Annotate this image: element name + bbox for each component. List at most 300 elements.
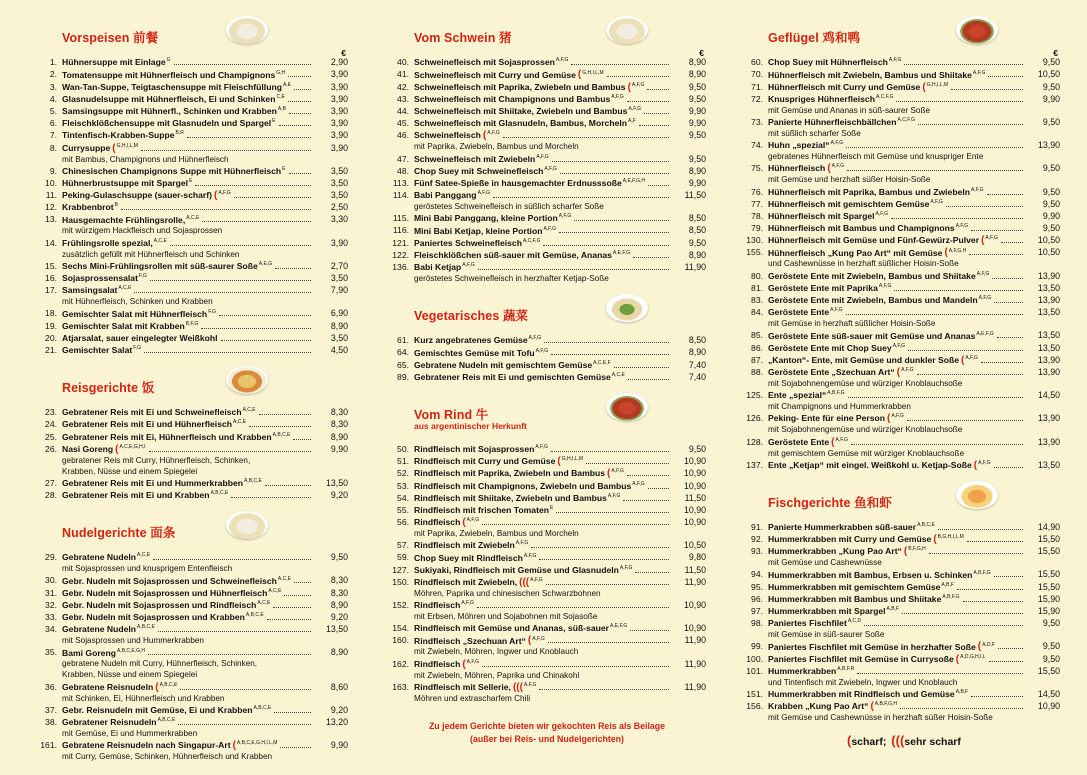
- allergen-codes: A,C,D: [847, 618, 862, 625]
- dot-leader: [633, 257, 669, 258]
- item-number: 121.: [392, 237, 409, 248]
- item-title: Gebratene Nudeln: [62, 552, 137, 563]
- item-price: 6,90: [330, 308, 348, 319]
- item-price: 13,50: [1037, 307, 1060, 318]
- item-name: [768, 341, 905, 354]
- allergen-codes: F,G: [208, 308, 216, 315]
- item-number: 16.: [45, 273, 57, 283]
- item-title: Rindfleisch „Szechuan Art“: [414, 635, 526, 646]
- item-name: [414, 224, 556, 237]
- dot-leader: [493, 197, 669, 198]
- item-number: 13.: [45, 214, 57, 225]
- item-title: Hausgemachte Frühlingsrolle,: [62, 214, 186, 225]
- allergen-codes: A,B,F: [941, 581, 954, 588]
- item-number: 11.: [45, 190, 57, 201]
- dot-leader: [1001, 242, 1023, 243]
- menu-item: [742, 435, 1060, 447]
- menu-item: [742, 269, 1060, 281]
- item-name: [62, 68, 285, 81]
- chili-icon: (: [896, 366, 901, 378]
- allergen-codes: B: [114, 202, 118, 209]
- menu-item: [742, 459, 1060, 471]
- item-name: [414, 236, 540, 249]
- item-price: 3,90: [330, 81, 348, 92]
- menu-item: [742, 545, 1060, 557]
- item-price: 8,90: [688, 165, 706, 176]
- dot-leader: [891, 218, 1023, 219]
- spice-legend: [845, 733, 961, 748]
- allergen-codes: A,F,G: [972, 69, 986, 76]
- item-title: Fleischklößchen süß-sauer mit Gemüse, Ananas: [414, 249, 612, 260]
- menu-item: [742, 533, 1060, 545]
- allergen-codes: A,B,F: [955, 689, 969, 696]
- item-title: Fleischklößchensuppe mit Glasnudeln und Spargel: [62, 118, 272, 129]
- dot-leader: [848, 397, 1024, 398]
- item-name: [414, 68, 604, 81]
- menu-item: [388, 634, 706, 646]
- item-title: Paniertes Fischfilet mit Gemüse in Currysoße: [768, 653, 954, 664]
- item-title: Hühnerfleisch „Kung Pao Art“ mit Gemüse: [768, 247, 943, 258]
- item-number: 15.: [45, 260, 57, 271]
- allergen-codes: A,C,E: [233, 419, 247, 426]
- item-title: Schweinefleisch mit Champignons und Bambus: [414, 93, 611, 104]
- item-number: 137.: [746, 459, 763, 470]
- item-name: [62, 259, 272, 272]
- dot-leader: [857, 673, 1023, 674]
- menu-item: [36, 332, 348, 344]
- dot-leader: [259, 414, 311, 415]
- item-number: 94.: [751, 569, 763, 580]
- item-price: 13,50: [325, 477, 348, 488]
- menu-item: [36, 56, 348, 68]
- item-name: [414, 188, 490, 201]
- item-number: 115.: [392, 213, 409, 224]
- item-title: Rindfleisch mit Zwiebeln,: [414, 576, 518, 587]
- menu-item: [36, 599, 348, 611]
- allergen-codes: A,F,G: [976, 270, 990, 277]
- item-title: Gebr. Reisnudeln mit Gemüse, Ei und Krabben: [62, 704, 253, 715]
- section-header: [388, 292, 706, 322]
- item-name: [62, 586, 281, 599]
- item-name: [62, 283, 131, 296]
- item-title: Sojasprossensalat: [62, 273, 138, 283]
- item-number: 12.: [45, 202, 57, 213]
- allergen-codes: A,F,G: [930, 198, 943, 205]
- menu-item: [742, 652, 1060, 664]
- dot-leader: [201, 328, 311, 329]
- menu-item: [742, 68, 1060, 80]
- item-price: 14,50: [1037, 390, 1060, 401]
- item-number: 155.: [746, 247, 763, 258]
- item-title: Schweinefleisch mit Glasnudeln, Bambus, Morcheln: [414, 118, 627, 129]
- item-name: [414, 634, 545, 647]
- menu-section-reis: [36, 364, 348, 501]
- item-title: Kurz angebratenes Gemüse: [414, 335, 528, 346]
- dot-leader: [614, 367, 669, 368]
- allergen-codes: A,B,C,E,G,H,I,L,M: [236, 740, 278, 747]
- section-header: [742, 479, 1060, 509]
- item-title: Gebratener Reis mit Ei und gemischten Gemüse: [414, 371, 611, 382]
- chili-icon: (((: [512, 681, 523, 693]
- item-price: 9,20: [330, 490, 348, 501]
- item-title: Ente „spezial“: [768, 390, 827, 401]
- section-title: Vom Schwein 猪: [414, 31, 512, 45]
- section-title: Geflügel 鸡和鸭: [768, 31, 861, 45]
- item-name: [768, 411, 904, 424]
- item-name: [62, 598, 270, 611]
- menu-item: [36, 406, 348, 418]
- item-description: geröstetes Schweinefleisch in süßlich scharfer Soße: [414, 202, 604, 212]
- item-number: 56.: [397, 517, 409, 528]
- item-price: 13,90: [1037, 436, 1060, 447]
- item-title: Schweinefleisch mit Paprika, Zwiebeln und Bambus: [414, 81, 626, 92]
- item-description: mit Sojasprossen und Hummerkrabben: [62, 636, 204, 646]
- item-price: 3,50: [330, 332, 348, 343]
- item-name: [414, 116, 636, 129]
- allergen-codes: A,F,G: [835, 436, 848, 443]
- item-number: 31.: [45, 587, 57, 598]
- item-description: mit Gemüse, Ei und Hummerkrabben: [62, 728, 198, 738]
- item-number: 97.: [751, 606, 763, 616]
- dish-photo-icon: [956, 16, 998, 44]
- item-number: 59.: [397, 552, 409, 563]
- item-title: Gebratene Reisnudeln: [62, 681, 154, 692]
- item-name: [768, 329, 994, 342]
- menu-item: [388, 467, 706, 479]
- menu-item: [36, 430, 348, 442]
- item-title: Sechs Mini-Frühlingsrollen mit süß-saurer Soße: [62, 260, 258, 271]
- allergen-codes: A,B,F,G,H: [874, 701, 898, 708]
- allergen-codes: A,F,G: [462, 262, 475, 269]
- item-number: 98.: [751, 618, 763, 629]
- item-price: 2,50: [330, 202, 348, 213]
- item-price: 11,50: [684, 190, 706, 201]
- item-name: [768, 209, 888, 222]
- allergen-codes: B,G,H,I,L,M: [937, 534, 964, 541]
- menu-item: [742, 617, 1060, 629]
- chili-icon: (: [557, 456, 561, 468]
- item-name: [768, 532, 964, 545]
- item-price: 8,30: [330, 575, 348, 586]
- item-title: Geröstete Ente süß-sauer mit Gemüse und Ananas: [768, 330, 976, 341]
- menu-section-rind: [388, 391, 706, 704]
- menu-item: [388, 177, 706, 189]
- dot-leader: [963, 601, 1023, 602]
- item-number: 14.: [45, 237, 57, 248]
- dot-leader: [543, 245, 669, 246]
- item-number: 34.: [45, 624, 57, 635]
- allergen-codes: A,B,C,E: [159, 681, 178, 688]
- allergen-codes: A,F,G: [544, 165, 557, 172]
- item-price: 15,90: [1037, 606, 1060, 616]
- item-title: Chop Suey mit Schweinefleisch: [414, 165, 544, 176]
- item-price: 8,90: [330, 647, 348, 658]
- section-header: [36, 509, 348, 539]
- menu-item: [742, 568, 1060, 580]
- item-name: [768, 580, 954, 593]
- item-title: Rindfleisch mit Shiitake, Zwiebeln und Bambus: [414, 492, 607, 503]
- item-number: 5.: [49, 105, 57, 116]
- item-number: 101.: [746, 665, 763, 676]
- menu-item: [36, 80, 348, 92]
- dot-leader: [994, 576, 1023, 577]
- item-price: 10,90: [683, 456, 706, 467]
- dot-leader: [265, 485, 311, 486]
- menu-item: [388, 563, 706, 575]
- item-price: 10,90: [683, 517, 706, 528]
- item-title: Panierte Hummerkrabben süß-sauer: [768, 521, 917, 532]
- item-price: 13,50: [1037, 342, 1060, 353]
- dot-leader: [148, 654, 311, 655]
- menu-item: [388, 334, 706, 346]
- item-price: 11,90: [684, 681, 706, 692]
- menu-item: [742, 700, 1060, 712]
- item-name: [768, 246, 966, 259]
- item-price: 13,50: [325, 624, 348, 635]
- section-title: Nudelgerichte 面条: [62, 526, 176, 541]
- allergen-codes: A,F,G: [878, 282, 892, 289]
- item-number: 61.: [397, 335, 409, 346]
- dot-leader: [560, 173, 669, 174]
- item-price: 8,90: [330, 599, 348, 610]
- dish-photo-icon: [226, 366, 268, 394]
- allergen-codes: A,F,G: [523, 552, 537, 559]
- item-price: 9,90: [330, 443, 348, 454]
- item-price: 13,90: [1037, 354, 1060, 365]
- item-title: Rindfleisch mit Champignons, Zwiebeln und Bambus: [414, 480, 632, 491]
- item-name: [768, 55, 901, 68]
- dot-leader: [274, 712, 311, 713]
- allergen-codes: A,F,G: [611, 468, 624, 475]
- item-price: 10,90: [683, 504, 706, 515]
- menu-item: [36, 201, 348, 213]
- dot-leader: [847, 170, 1023, 171]
- item-name: [414, 479, 645, 492]
- item-name: [414, 176, 645, 189]
- menu-item: [36, 272, 348, 284]
- item-number: 52.: [397, 468, 409, 479]
- item-name: [62, 55, 171, 68]
- item-title: Gebratener Reis mit Ei und Schweinefleisch: [62, 407, 242, 418]
- dot-leader: [556, 512, 669, 513]
- item-number: 24.: [45, 419, 57, 430]
- item-number: 71.: [751, 81, 763, 92]
- item-number: 4.: [49, 93, 57, 104]
- item-price: 4,50: [330, 344, 348, 355]
- item-price: 13,50: [1037, 459, 1060, 470]
- allergen-codes: A,F,G: [965, 354, 978, 361]
- item-price: 9,90: [688, 105, 706, 116]
- item-title: Gebratene Reisnudeln nach Singapur-Art: [62, 740, 231, 751]
- chili-icon: (: [977, 641, 982, 653]
- item-title: Hühnerfleisch mit gemischtem Gemüse: [768, 198, 930, 209]
- item-title: Gemischtes Gemüse mit Tofu: [414, 347, 535, 358]
- allergen-codes: A,B,C,E: [137, 624, 155, 631]
- item-price: 15,50: [1037, 534, 1060, 545]
- dot-leader: [951, 89, 1023, 90]
- item-number: 85.: [751, 330, 763, 341]
- menu-section-veg: [388, 292, 706, 383]
- section-header: [36, 14, 348, 58]
- dot-leader: [946, 206, 1023, 207]
- item-number: 91.: [751, 521, 763, 532]
- item-description: mit Paprika, Zwiebeln, Bambus und Morcheln: [414, 529, 579, 539]
- menu-item: [388, 599, 706, 611]
- rice-side-note-line1: Zu jedem Gerichte bieten wir gekochten Reis als Beilage: [428, 721, 666, 731]
- section-title: Vom Rind 牛: [414, 407, 489, 422]
- allergen-codes: A,F,G: [892, 342, 906, 349]
- item-number: 38.: [45, 716, 57, 727]
- menu-item: [36, 307, 348, 319]
- dot-leader: [187, 137, 311, 138]
- menu-column-2: [388, 14, 706, 712]
- item-name: [62, 141, 138, 154]
- item-number: 83.: [751, 295, 763, 305]
- menu-item: [36, 489, 348, 501]
- item-number: 128.: [746, 436, 763, 447]
- item-price: 11,90: [684, 262, 706, 272]
- item-title: Fünf Satee-Spieße in hausgemachter Erdnusssoße: [414, 177, 622, 188]
- dot-leader: [902, 613, 1023, 614]
- item-name: [62, 307, 216, 320]
- item-number: 88.: [751, 366, 763, 377]
- item-name: [62, 236, 167, 249]
- item-name: [414, 80, 644, 93]
- dot-leader: [981, 362, 1023, 363]
- menu-item: [36, 177, 348, 189]
- item-name: [62, 104, 286, 117]
- item-title: Sukiyaki, Rindfleisch mit Gemüse und Glasnudeln: [414, 564, 619, 575]
- item-name: [62, 343, 141, 356]
- item-name: [768, 293, 991, 306]
- allergen-codes: G,H,I,L,M: [582, 69, 604, 76]
- menu-item: [388, 657, 706, 669]
- chili-icon: (: [933, 534, 937, 546]
- menu-item: [742, 605, 1060, 617]
- allergen-codes: E: [272, 118, 276, 125]
- allergen-codes: A,F,G: [543, 225, 556, 232]
- allergen-codes: A,C,F,G: [875, 93, 894, 100]
- item-title: Rindfleisch mit frischen Tomaten: [414, 504, 549, 515]
- item-description: mit Gemüse und Cashewnüsse: [768, 558, 882, 568]
- menu-item: [388, 551, 706, 563]
- item-price: 9,50: [1042, 198, 1060, 209]
- menu-item: [742, 640, 1060, 652]
- item-description: mit Curry, Gemüse, Schinken, Hühnerfleisch und Krabben: [62, 752, 273, 762]
- rice-side-note-line2: (außer bei Reis- und Nudelgerichten): [470, 734, 624, 744]
- item-number: 19.: [45, 320, 57, 331]
- item-price: 8,50: [688, 225, 706, 236]
- item-name: [414, 55, 568, 68]
- menu-item: [742, 222, 1060, 234]
- allergen-codes: A,F,G: [830, 307, 843, 314]
- chili-icon: (: [607, 468, 611, 480]
- chili-icon: (: [462, 517, 466, 529]
- item-number: 156.: [746, 701, 763, 712]
- allergen-codes: A,F,G: [631, 81, 645, 88]
- item-price: 11,90: [684, 576, 706, 587]
- item-title: Atjarsalat, sauer eingelegter Weißkohl: [62, 332, 218, 343]
- item-number: 122.: [392, 249, 409, 260]
- item-name: [768, 435, 848, 448]
- dot-leader: [288, 101, 311, 102]
- menu-item: [388, 165, 706, 177]
- dot-leader: [998, 648, 1023, 649]
- item-number: 2.: [49, 69, 57, 80]
- item-name: [768, 269, 989, 282]
- menu-items: [36, 56, 348, 356]
- item-number: 126.: [746, 413, 763, 424]
- item-number: 70.: [751, 69, 763, 80]
- item-title: Nasi Goreng: [62, 443, 114, 454]
- chili-icon: (: [482, 130, 487, 142]
- menu-item: [36, 141, 348, 153]
- dot-leader: [929, 553, 1023, 554]
- allergen-codes: F,G: [138, 273, 147, 280]
- item-title: Hühnerfleisch mit Paprika, Bambus und Zwiebeln: [768, 186, 970, 197]
- item-description: mit Gemüse und Cashewnüsse in herzhaft süßer Hoisin-Soße: [768, 713, 993, 723]
- item-title: Hummerkrabben mit Rindfleisch und Gemüse: [768, 688, 955, 699]
- item-price: 3,90: [330, 130, 348, 141]
- dot-leader: [544, 342, 669, 343]
- item-title: Rindfleisch mit Paprika, Zwiebeln und Bambus: [414, 468, 606, 479]
- menu-item: [742, 116, 1060, 128]
- menu-item: [388, 212, 706, 224]
- allergen-codes: A,F,G: [971, 186, 984, 193]
- allergen-codes: A,E,G: [258, 260, 273, 267]
- item-price: 8,60: [330, 681, 348, 692]
- allergen-codes: A,F,G: [528, 335, 542, 342]
- menu-item: [388, 129, 706, 141]
- menu-item: [36, 284, 348, 296]
- dot-leader: [170, 245, 311, 246]
- item-title: Ente „Ketjap“ mit eingel. Weißkohl u. Ketjap-Soße: [768, 459, 972, 470]
- item-number: 50.: [397, 443, 409, 454]
- item-name: [414, 128, 500, 141]
- item-title: Paniertes Schweinefleisch: [414, 237, 522, 248]
- allergen-codes: A,F,G: [555, 57, 569, 64]
- menu-item: [742, 341, 1060, 353]
- item-title: Tintenfisch-Krabben-Suppe: [62, 130, 175, 141]
- menu-items: [36, 406, 348, 501]
- menu-item: [36, 129, 348, 141]
- menu-item: [388, 80, 706, 92]
- item-description: mit Gemüse in süß-saurer Soße: [768, 630, 885, 640]
- item-number: 32.: [45, 599, 57, 610]
- item-price: 15,50: [1037, 581, 1060, 592]
- item-number: 77.: [751, 198, 763, 209]
- item-description: mit Sojasprossen und knusprigem Entenfleisch: [62, 564, 233, 574]
- chili-icon: (: [232, 740, 236, 752]
- menu-item: [36, 704, 348, 716]
- item-name: [414, 152, 549, 165]
- dot-leader: [635, 572, 669, 573]
- item-price: 8,90: [330, 320, 348, 331]
- allergen-codes: A,C,E: [268, 587, 282, 594]
- item-number: 30.: [45, 575, 57, 586]
- item-title: Schweinefleisch mit Sojasprossen: [414, 57, 555, 68]
- item-number: 23.: [45, 407, 57, 418]
- item-description: Krabben, Nüsse und einem Spiegelei: [62, 466, 198, 476]
- dot-leader: [293, 439, 311, 440]
- item-number: 54.: [397, 492, 409, 503]
- item-price: 14,90: [1037, 521, 1060, 532]
- rice-side-note: [388, 720, 706, 746]
- item-name: [768, 233, 998, 246]
- allergen-codes: A,B: [277, 106, 286, 113]
- dot-leader: [648, 185, 669, 186]
- item-number: 60.: [751, 57, 763, 68]
